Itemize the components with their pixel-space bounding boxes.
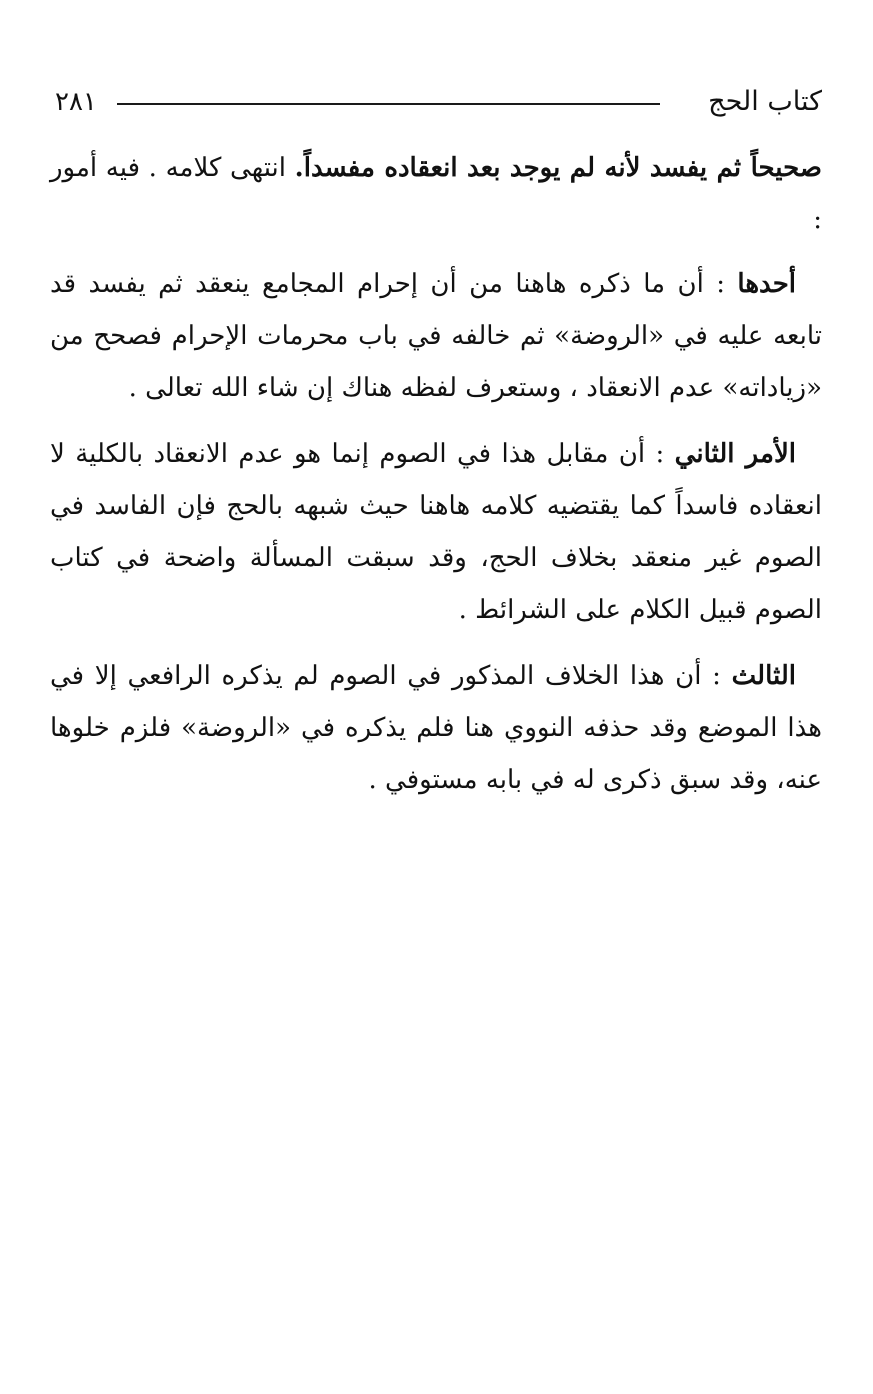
page-number: ٢٨١ (55, 87, 97, 117)
paragraph-text: : أن ما ذكره هاهنا من أن إحرام المجامع ينعقد ثم يفسد قد تابعه عليه في «الروضة» ثم خالفه في باب محرمات الإحرام فصحح من «زياداته» عدم الانعقاد ، وستعرف لفظه هناك إن شاء الله تعالى . (50, 269, 822, 403)
body-text (50, 142, 822, 820)
paragraph-lead: صحيحاً ثم يفسد لأنه لم يوجد بعد انعقاده مفسداً. (294, 153, 822, 183)
paragraph-text: : أن هذا الخلاف المذكور في الصوم لم يذكره الرافعي إلا في هذا الموضع وقد حذفه النووي هنا فلم يذكره في «الروضة» فلزم خلوها عنه، وقد سبق ذكرى له في بابه مستوفي . (50, 661, 822, 795)
paragraph-second-point (50, 428, 822, 636)
paragraph-text: : أن مقابل هذا في الصوم إنما هو عدم الانعقاد بالكلية لا انعقاده فاسداً كما يقتضيه كلامه هاهنا حيث شبهه بالحج فإن الفاسد في الصوم غير منعقد بخلاف الحج، وقد سبقت المسألة واضحة في كتاب الصوم قبيل الكلام على الشرائط . (50, 439, 822, 625)
paragraph-text: انتهى كلامه . فيه أمور : (50, 153, 822, 235)
paragraph-lead: الأمر الثاني (674, 439, 797, 469)
paragraph-lead: الثالث (731, 661, 796, 691)
page-header (55, 82, 822, 126)
header-rule (117, 103, 660, 105)
paragraph-lead: أحدها (737, 269, 796, 299)
paragraph-first-point (50, 258, 822, 414)
paragraph-third-point (50, 650, 822, 806)
running-title: كتاب الحج (708, 86, 822, 117)
paragraph-continuation (50, 142, 822, 246)
